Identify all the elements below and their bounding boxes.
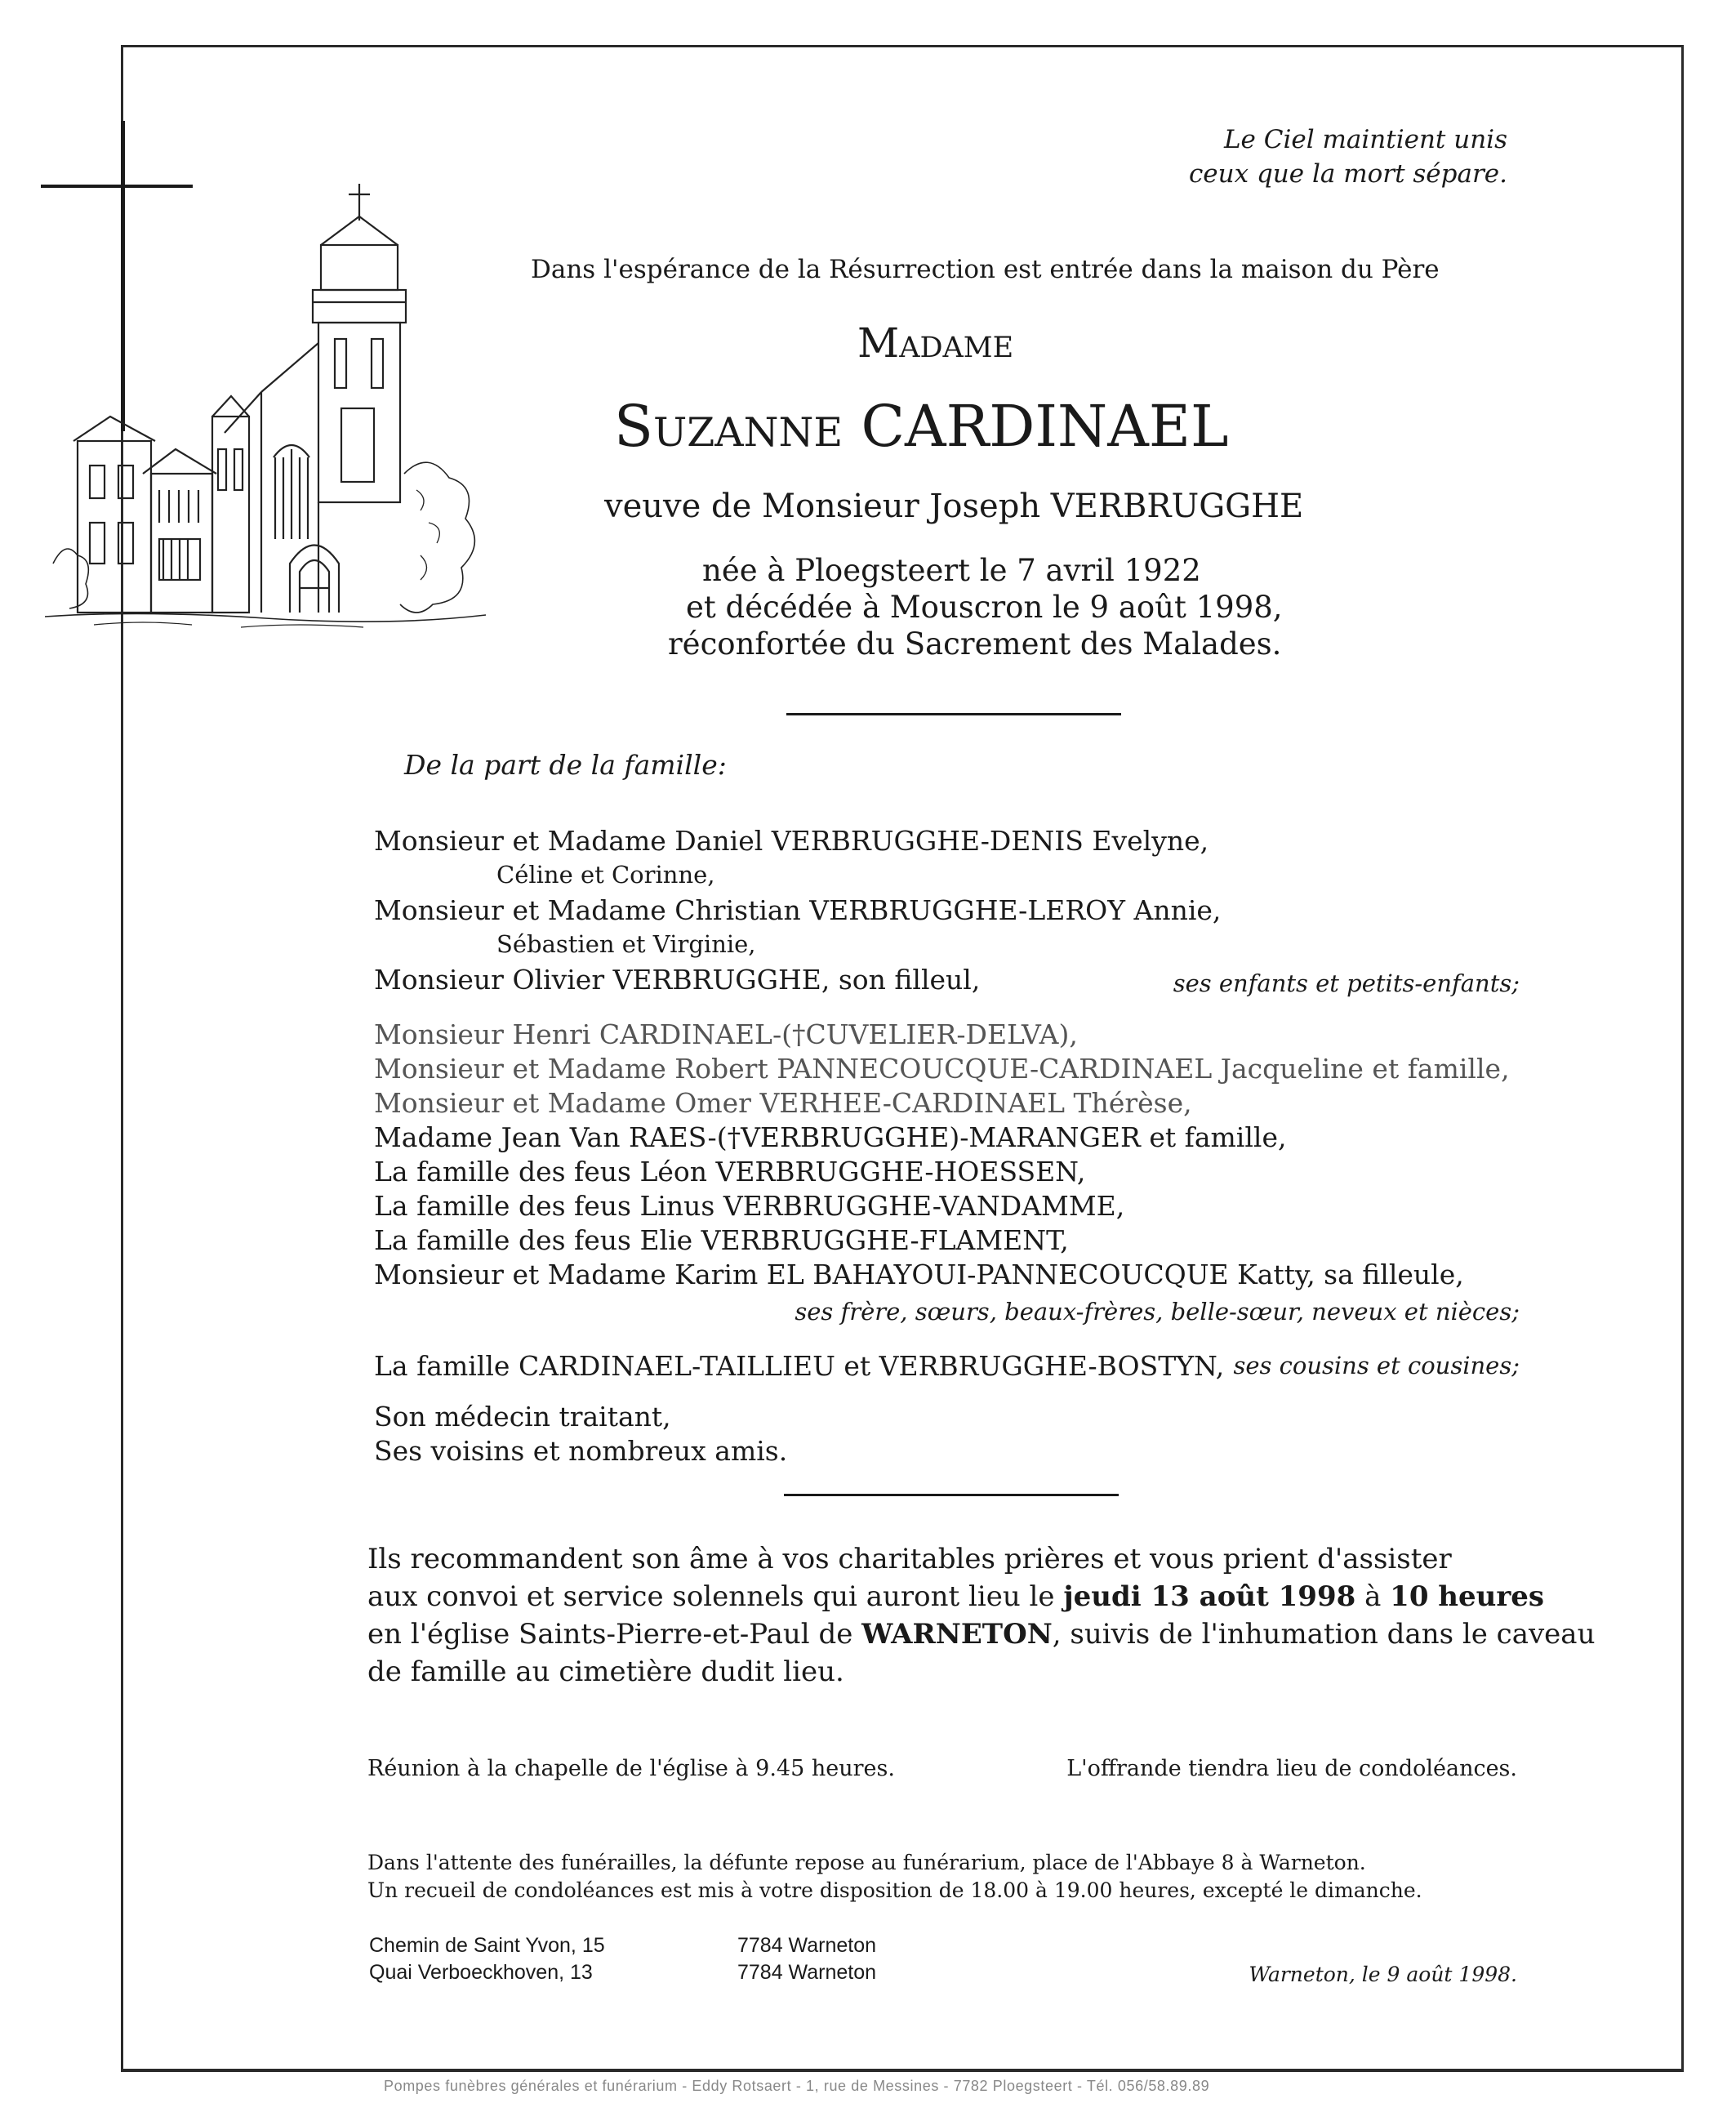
service-place: WARNETON bbox=[861, 1618, 1053, 1651]
family-line: La famille des feus Elie VERBRUGGHE-FLAMENT, bbox=[374, 1224, 1069, 1256]
spouse-line: veuve de Monsieur Joseph VERBRUGGHE bbox=[604, 488, 1304, 525]
church-illustration bbox=[45, 180, 486, 702]
family-line: Monsieur et Madame Christian VERBRUGGHE-LEROY Annie, bbox=[374, 894, 1222, 926]
wake-line-1: Dans l'attente des funérailles, la défunte repose au funérarium, place de l'Abbaye 8 à Warneton. bbox=[367, 1851, 1366, 1874]
wake-line-2: Un recueil de condoléances est mis à votre disposition de 18.00 à 19.00 heures, excepté le dimanche. bbox=[367, 1878, 1422, 1902]
family-line: La famille des feus Linus VERBRUGGHE-VANDAMME, bbox=[374, 1190, 1125, 1222]
deceased-name: Suzanne CARDINAEL bbox=[614, 393, 1229, 460]
service-text: , suivis de l'inhumation dans le caveau bbox=[1052, 1618, 1596, 1651]
family-header: De la part de la famille: bbox=[404, 749, 727, 781]
place-date: Warneton, le 9 août 1998. bbox=[1249, 1963, 1517, 1986]
service-line-2 bbox=[367, 1580, 1545, 1613]
service-line-4: de famille au cimetière dudit lieu. bbox=[367, 1655, 844, 1688]
address-city: 7784 Warneton bbox=[737, 1934, 877, 1957]
family-role: ses enfants et petits-enfants; bbox=[1173, 969, 1520, 997]
epigraph-line-1: Le Ciel maintient unis bbox=[1223, 125, 1507, 154]
family-role: ses frère, sœurs, beaux-frères, belle-sœur, neveux et nièces; bbox=[795, 1298, 1520, 1326]
service-time: 10 heures bbox=[1390, 1580, 1545, 1613]
family-line: Monsieur et Madame Robert PANNECOUCQUE-CARDINAEL Jacqueline et famille, bbox=[374, 1053, 1510, 1085]
family-line: Monsieur et Madame Daniel VERBRUGGHE-DENIS Evelyne, bbox=[374, 825, 1209, 857]
address-street: Quai Verboeckhoven, 13 bbox=[369, 1961, 593, 1984]
address-city: 7784 Warneton bbox=[737, 1961, 877, 1984]
sacrament-line: réconfortée du Sacrement des Malades. bbox=[668, 626, 1282, 662]
footer-text: Pompes funèbres générales et funérarium - Eddy Rotsaert - 1, rue de Messines - 7782 Ploegsteert - Tél. 056/58.89.89 bbox=[384, 2078, 1210, 2094]
family-line: Monsieur et Madame Karim EL BAHAYOUI-PANNECOUCQUE Katty, sa filleule, bbox=[374, 1259, 1464, 1290]
divider-top bbox=[786, 713, 1121, 715]
service-text: en l'église Saints-Pierre-et-Paul de bbox=[367, 1618, 862, 1651]
family-role: ses cousins et cousines; bbox=[1233, 1352, 1520, 1379]
title-madame: Madame bbox=[857, 319, 1014, 367]
death-line: et décédée à Mouscron le 9 août 1998, bbox=[686, 590, 1283, 625]
service-date: jeudi 13 août 1998 bbox=[1063, 1580, 1356, 1613]
intro-text: Dans l'espérance de la Résurrection est entrée dans la maison du Père bbox=[531, 255, 1440, 284]
birth-line: née à Ploegsteert le 7 avril 1922 bbox=[702, 553, 1201, 588]
epigraph-line-2: ceux que la mort sépare. bbox=[1188, 159, 1507, 189]
family-line: La famille CARDINAEL-TAILLIEU et VERBRUGGHE-BOSTYN, bbox=[374, 1350, 1225, 1382]
service-line-3 bbox=[367, 1618, 1596, 1651]
family-line: Monsieur Olivier VERBRUGGHE, son filleul, bbox=[374, 964, 981, 996]
service-text: aux convoi et service solennels qui auront lieu le bbox=[367, 1580, 1064, 1613]
family-line: Monsieur et Madame Omer VERHEE-CARDINAEL Thérèse, bbox=[374, 1087, 1192, 1119]
family-line: Céline et Corinne, bbox=[496, 861, 715, 889]
service-text: à bbox=[1355, 1580, 1391, 1613]
address-street: Chemin de Saint Yvon, 15 bbox=[369, 1934, 605, 1957]
family-line: Madame Jean Van RAES-(†VERBRUGGHE)-MARANGER et famille, bbox=[374, 1121, 1287, 1153]
others-line: Son médecin traitant, bbox=[374, 1401, 671, 1433]
family-line: Sébastien et Virginie, bbox=[496, 930, 756, 958]
meeting-text: Réunion à la chapelle de l'église à 9.45 heures. bbox=[367, 1756, 895, 1781]
family-line: Monsieur Henri CARDINAEL-(†CUVELIER-DELVA), bbox=[374, 1018, 1078, 1050]
offering-text: L'offrande tiendra lieu de condoléances. bbox=[1066, 1756, 1517, 1781]
family-line: La famille des feus Léon VERBRUGGHE-HOESSEN, bbox=[374, 1156, 1086, 1187]
divider-bottom bbox=[784, 1494, 1119, 1496]
others-line: Ses voisins et nombreux amis. bbox=[374, 1435, 788, 1467]
service-line-1: Ils recommandent son âme à vos charitables prières et vous prient d'assister bbox=[367, 1543, 1452, 1575]
